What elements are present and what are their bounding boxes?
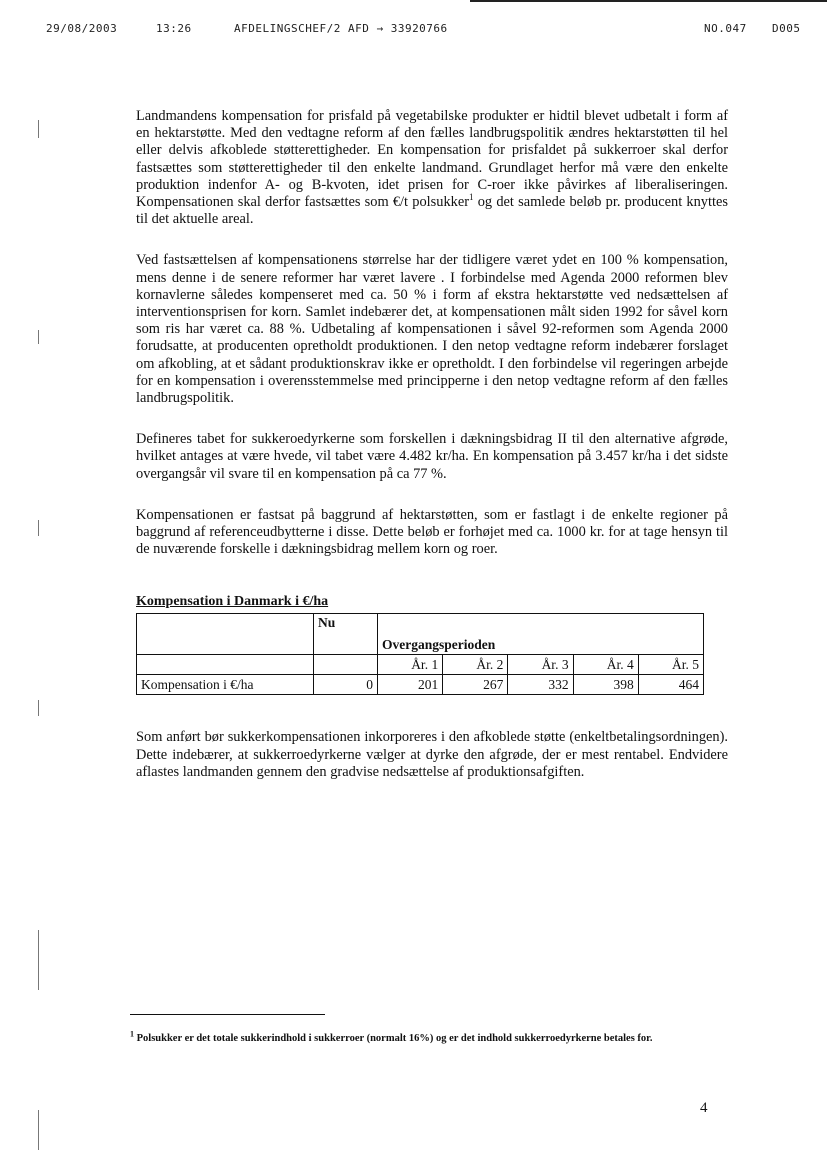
paragraph-4: Kompensationen er fastsat på baggrund af hektarstøtten, som er fastlagt i de enkelte regioner på baggrund af referenceudbytterne i disse. Dette beløb er forhøjet med ca. 1000 kr. for at tage hensyn til de nuværende forskelle i dækningsbidrag mellem korn og roer. (136, 506, 728, 558)
scan-margin-mark (38, 700, 39, 716)
value-year-4: 398 (573, 675, 638, 695)
value-year-3: 332 (508, 675, 573, 695)
col-header-year-2: År. 2 (443, 655, 508, 675)
document-body (136, 108, 728, 781)
fax-date: 29/08/2003 (46, 22, 118, 35)
table-row (137, 675, 704, 695)
scan-margin-mark (38, 1110, 39, 1150)
fax-header (46, 22, 806, 38)
footnote-marker: 1 (130, 1029, 134, 1039)
value-year-2: 267 (443, 675, 508, 695)
col-header-transition: Overgangsperioden (378, 614, 704, 655)
table-cell (137, 655, 314, 675)
row-label: Kompensation i €/ha (137, 675, 314, 695)
fax-page-code: D005 (772, 22, 801, 35)
table-cell (314, 655, 378, 675)
footnote (130, 1029, 710, 1045)
paragraph-5: Som anført bør sukkerkompensationen inkorporeres i den afkoblede støtte (enkeltbetalingsordningen). Dette indebærer, at sukkerroedyrkerne vælger at dyrke den afgrøde, der er mest rentabel. Endvidere aflastes landmanden gennem den gradvise nedsættelse af produktionsafgiften. (136, 729, 728, 780)
scan-margin-mark (38, 330, 39, 344)
table-corner-cell (137, 614, 314, 655)
fax-route: AFDELINGSCHEF/2 AFD → 33920766 (234, 22, 448, 35)
col-header-year-4: År. 4 (573, 655, 638, 675)
paragraph-1: Landmandens kompensation for prisfald på vegetabilske produkter er hidtil blevet udbetalt i form af en hektarstøtte. Med den vedtagne reform af den fælles landbrugspolitik ændres hektarstøtten til hel eller delvis afkoblede støtterettigheder. En kompensation for prisfaldet på sukkerroer skal derfor fastsættes som støtterettigheder til den enkelte landmand. Grundlaget herfor må være den enkelte produktion indenfor A- og B-kvoten, idet prisen for C-roer ikke påvirkes af liberaliseringen. Kompensationen skal derfor fastsættes som €/t polsukker$^1$ og det samlede beløb pr. producent knyttes til det aktuelle areal. (136, 108, 728, 228)
fax-time: 13:26 (156, 22, 192, 35)
scan-margin-mark (38, 930, 39, 990)
footnote-divider (130, 1014, 325, 1015)
footnote-reference: 1 (469, 192, 474, 203)
value-now: 0 (314, 675, 378, 695)
fax-number: NO.047 (704, 22, 747, 35)
table-year-row (137, 655, 704, 675)
table-title: Kompensation i Danmark i €/ha (136, 594, 329, 610)
col-header-year-5: År. 5 (638, 655, 703, 675)
col-header-now: Nu (314, 614, 378, 655)
value-year-5: 464 (638, 675, 703, 695)
table-header-row (137, 614, 704, 655)
page-number: 4 (700, 1100, 708, 1116)
footnote-text: Polsukker er det totale sukkerindhold i sukkerroer (normalt 16%) og er det indhold sukkerroedyrkerne betales for. (134, 1033, 653, 1044)
value-year-1: 201 (378, 675, 443, 695)
scan-margin-mark (38, 520, 39, 536)
compensation-table (136, 613, 704, 695)
scan-margin-mark (38, 120, 39, 138)
top-edge-rule (470, 0, 827, 2)
paragraph-3: Defineres tabet for sukkeroedyrkerne som forskellen i dækningsbidrag II til den alternative afgrøde, hvilket antages at være hvede, vil tabet være 4.482 kr/ha. En kompensation på 3.457 kr/ha i det sidste overgangsår vil svare til en kompensation på ca 77 %. (136, 431, 728, 482)
col-header-year-3: År. 3 (508, 655, 573, 675)
col-header-year-1: År. 1 (378, 655, 443, 675)
paragraph-2: Ved fastsættelsen af kompensationens størrelse har der tidligere været ydet en 100 % kompensation, mens denne i de senere reformer har været lavere . I forbindelse med Agenda 2000 reformen blev kornavlerne således kompenseret med ca. 50 % i form af ekstra hektarstøtte ved nedsættelsen af interventionsprisen for korn. Samlet indebærer det, at kompensationen målt siden 1992 for såvel korn som ris har været ca. 88 %. Udbetaling af kompensationen i såvel 92-reformen som Agenda 2000 forudsatte, at producenten opretholdt produktionen. I den netop vedtagne reform indebærer forslaget om afkobling, at et sådant produktionskrav ikke er opretholdt. I den forbindelse vil regeringen arbejde for en kompensation i overensstemmelse med principperne i den netop vedtagne reform af den fælles landbrugspolitik. (136, 252, 728, 407)
